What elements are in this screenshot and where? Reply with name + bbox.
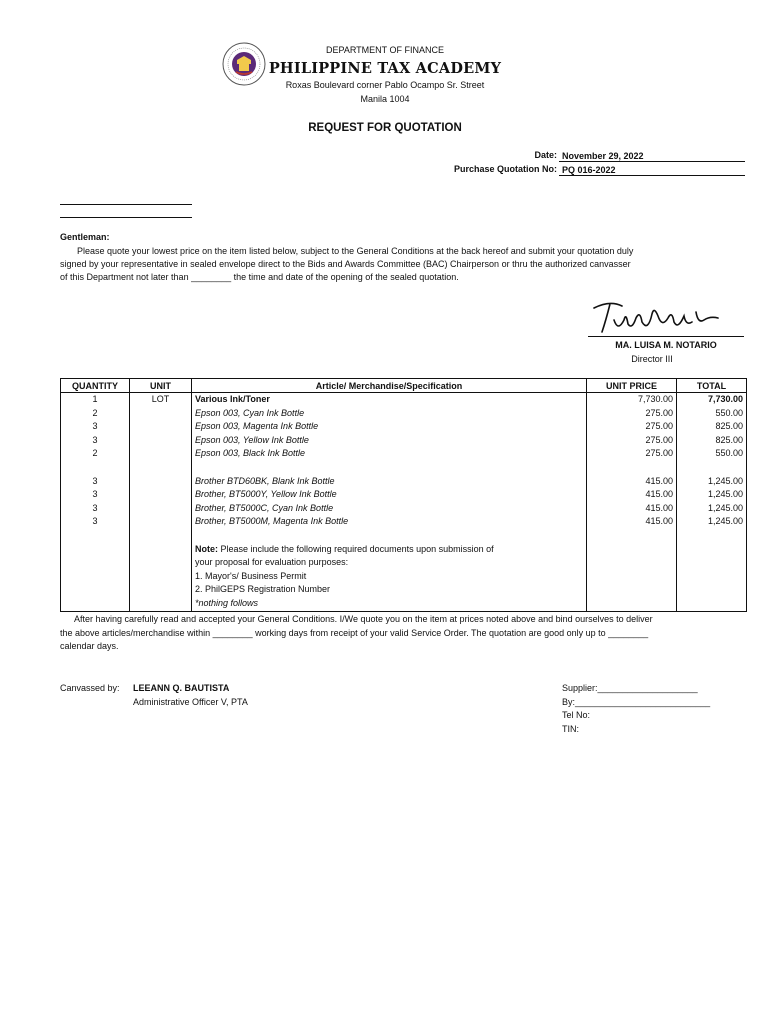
note-line-2: your proposal for evaluation purposes: <box>195 557 349 568</box>
body-line-1: Please quote your lowest price on the item listed below, subject to the General Conditions at the back hereof and submit your quotation duly <box>77 246 634 256</box>
unit-price-cell: 7,730.00 <box>637 394 673 404</box>
date-label: Date: <box>534 150 557 160</box>
unit-price-cell: 415.00 <box>645 502 673 513</box>
unit-cell <box>133 475 188 489</box>
article-cell: Brother, BT5000Y, Yellow Ink Bottle <box>195 489 337 500</box>
note-item-2: 2. PhilGEPS Registration Number <box>195 584 331 595</box>
unit-column <box>130 393 192 612</box>
total-cell: 1,245.00 <box>707 516 743 527</box>
unit-cell <box>133 515 188 529</box>
acceptance-line-2: the above articles/merchandise within ________ working days from receipt of your valid Service Order. The quotation are good only up to ________ <box>60 627 649 638</box>
empty-cell <box>590 570 673 584</box>
pq-value: PQ 016-2022 <box>559 164 745 176</box>
empty-cell <box>680 556 743 570</box>
supplier-field: Supplier:____________________ <box>562 683 698 693</box>
unit-cell <box>133 434 188 448</box>
empty-cell <box>64 570 126 584</box>
total-cell: 550.00 <box>715 448 743 459</box>
quantity-cell: 1 <box>92 394 98 404</box>
unit-price-column <box>587 393 677 612</box>
total-cell <box>680 461 743 475</box>
acceptance-paragraph <box>60 613 746 654</box>
signatory-position: Director III <box>631 354 673 364</box>
empty-cell <box>590 583 673 597</box>
canvasser-name: LEEANN Q. BAUTISTA <box>133 683 230 693</box>
unit-price-cell: 275.00 <box>645 448 673 459</box>
empty-cell <box>64 597 126 611</box>
quantity-cell: 3 <box>92 434 98 445</box>
tin-field: TIN: <box>562 724 579 734</box>
unit-price-cell <box>590 529 673 543</box>
article-cell: Various Ink/Toner <box>195 394 270 404</box>
quantity-cell <box>64 529 126 543</box>
header-unit: UNIT <box>130 379 192 393</box>
unit-price-cell: 275.00 <box>645 421 673 432</box>
pq-label: Purchase Quotation No: <box>453 164 557 174</box>
empty-cell <box>64 543 126 557</box>
salutation: Gentleman: <box>60 232 110 242</box>
empty-cell <box>133 583 188 597</box>
unit-cell <box>133 488 188 502</box>
canvasser-position: Administrative Officer V, PTA <box>133 697 248 707</box>
quantity-cell: 2 <box>92 407 98 418</box>
quantity-column <box>61 393 130 612</box>
unit-price-cell: 415.00 <box>645 516 673 527</box>
empty-cell <box>133 570 188 584</box>
empty-cell <box>680 597 743 611</box>
article-cell: Epson 003, Cyan Ink Bottle <box>195 407 305 418</box>
article-cell: Epson 003, Magenta Ink Bottle <box>195 421 319 432</box>
article-cell: Epson 003, Yellow Ink Bottle <box>195 434 309 445</box>
quantity-cell: 3 <box>92 502 98 513</box>
empty-cell <box>64 583 126 597</box>
empty-cell <box>590 556 673 570</box>
academy-name: PHILIPPINE TAX ACADEMY <box>268 60 502 77</box>
article-cell: Brother BTD60BK, Blank Ink Bottle <box>195 475 335 486</box>
recipient-line-1 <box>60 203 192 205</box>
body-line-2: signed by your representative in sealed envelope direct to the Bids and Awards Committee (BAC) Chairperson or thru the authorized canvasser <box>60 259 631 269</box>
empty-cell <box>64 556 126 570</box>
article-column <box>192 393 587 612</box>
unit-price-cell: 415.00 <box>645 489 673 500</box>
unit-price-cell <box>590 461 673 475</box>
unit-cell <box>133 529 188 543</box>
quantity-cell: 3 <box>92 421 98 432</box>
empty-cell <box>133 556 188 570</box>
unit-cell <box>133 447 188 461</box>
date-value: November 29, 2022 <box>559 150 745 162</box>
unit-cell: LOT <box>151 394 170 404</box>
signature-line <box>588 336 744 337</box>
acceptance-line-3: calendar days. <box>60 641 119 651</box>
unit-price-cell: 275.00 <box>645 407 673 418</box>
empty-cell <box>133 597 188 611</box>
unit-cell <box>133 461 188 475</box>
unit-cell <box>133 407 188 421</box>
total-cell: 825.00 <box>715 434 743 445</box>
empty-cell <box>680 543 743 557</box>
document-title: REQUEST FOR QUOTATION <box>308 122 462 134</box>
quantity-cell: 3 <box>92 516 98 527</box>
address-line-2: Manila 1004 <box>360 94 410 104</box>
empty-cell <box>133 543 188 557</box>
quantity-cell: 2 <box>92 448 98 459</box>
total-column <box>677 393 747 612</box>
address-line-1: Roxas Boulevard corner Pablo Ocampo Sr. Street <box>285 80 485 90</box>
quantity-cell: 3 <box>92 489 98 500</box>
signatory-name: MA. LUISA M. NOTARIO <box>615 340 717 350</box>
tel-field: Tel No: <box>562 710 591 720</box>
header-quantity: QUANTITY <box>61 379 130 393</box>
recipient-line-2 <box>60 216 192 218</box>
total-cell: 1,245.00 <box>707 502 743 513</box>
total-cell: 550.00 <box>715 407 743 418</box>
header-article: Article/ Merchandise/Specification <box>192 379 587 393</box>
unit-price-cell: 275.00 <box>645 434 673 445</box>
empty-cell <box>680 570 743 584</box>
quantity-cell <box>64 461 126 475</box>
note-item-1: 1. Mayor's/ Business Permit <box>195 570 307 581</box>
empty-cell <box>590 543 673 557</box>
table-body-row <box>61 393 747 612</box>
canvassed-by-label: Canvassed by: <box>60 683 120 693</box>
article-cell: Brother, BT5000C, Cyan Ink Bottle <box>195 502 334 513</box>
unit-cell <box>133 502 188 516</box>
empty-cell <box>590 597 673 611</box>
article-cell: Brother, BT5000M, Magenta Ink Bottle <box>195 516 349 527</box>
unit-cell <box>133 420 188 434</box>
director-signature <box>592 298 722 338</box>
note-text: Please include the following required documents upon submission of <box>218 543 494 554</box>
total-cell: 1,245.00 <box>707 475 743 486</box>
article-cell: Epson 003, Black Ink Bottle <box>195 448 306 459</box>
note-end: *nothing follows <box>195 597 259 608</box>
total-cell: 7,730.00 <box>707 394 743 404</box>
quantity-cell: 3 <box>92 475 98 486</box>
article-cell <box>195 461 583 475</box>
total-cell: 825.00 <box>715 421 743 432</box>
note-label: Note: <box>195 543 218 554</box>
body-line-3: of this Department not later than ________ the time and date of the opening of the sealed quotation. <box>60 272 459 282</box>
total-cell <box>680 529 743 543</box>
header-total: TOTAL <box>677 379 747 393</box>
acceptance-line-1: After having carefully read and accepted your General Conditions. I/We quote you on the item at prices noted above and bind ourselves to deliver <box>74 614 653 624</box>
total-cell: 1,245.00 <box>707 489 743 500</box>
unit-price-cell: 415.00 <box>645 475 673 486</box>
empty-cell <box>680 583 743 597</box>
note-line <box>195 543 583 557</box>
header-unit-price: UNIT PRICE <box>587 379 677 393</box>
article-cell <box>195 529 583 543</box>
items-table <box>60 378 747 612</box>
department-name: DEPARTMENT OF FINANCE <box>325 45 444 55</box>
by-field: By:___________________________ <box>562 697 711 707</box>
